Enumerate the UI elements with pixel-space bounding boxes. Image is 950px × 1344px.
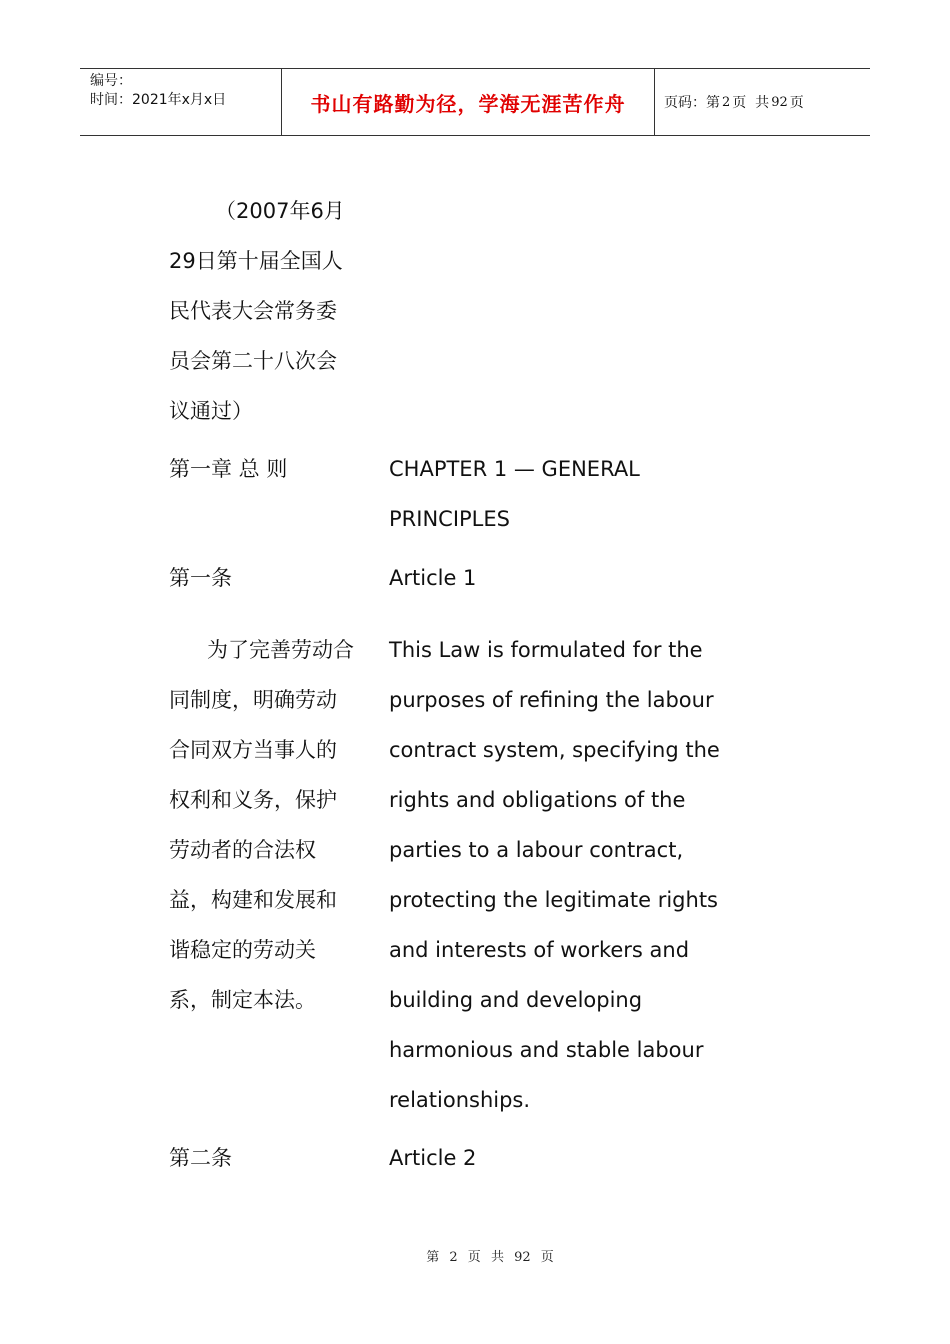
page-suffix: 页 bbox=[789, 95, 804, 111]
article1-en-line: contract system, specifying the bbox=[389, 738, 720, 762]
article1-en-line: harmonious and stable labour bbox=[389, 1038, 704, 1062]
article2-heading-zh: 第二条 bbox=[169, 1146, 232, 1170]
time-label: 时间：2021年x月x日 bbox=[90, 92, 227, 108]
article1-en-line: and interests of workers and bbox=[389, 938, 690, 962]
page-header bbox=[80, 68, 870, 136]
adoption-line: （2007年6月 bbox=[215, 199, 345, 223]
article1-zh-line: 谐稳定的劳动关 bbox=[169, 938, 316, 962]
article1-en-line: This Law is formulated for the bbox=[389, 638, 703, 662]
article1-zh-line: 同制度，明确劳动 bbox=[169, 688, 337, 712]
page-current: 2 bbox=[722, 94, 731, 110]
article1-text-en bbox=[389, 625, 759, 1125]
article1-zh-line: 合同双方当事人的 bbox=[169, 738, 337, 762]
article1-zh-line: 劳动者的合法权 bbox=[169, 838, 316, 862]
adoption-line: 员会第二十八次会 bbox=[169, 349, 337, 373]
article1-en-line: parties to a labour contract, bbox=[389, 838, 684, 862]
footer-mid: 页 bbox=[467, 1250, 481, 1265]
chapter-heading-en-line: CHAPTER 1 — GENERAL bbox=[389, 457, 640, 481]
footer-total-label: 共 bbox=[490, 1250, 504, 1265]
article1-en-line: building and developing bbox=[389, 988, 643, 1012]
footer-last: 页 bbox=[540, 1250, 554, 1265]
article1-heading-en: Article 1 bbox=[389, 566, 477, 590]
page-footer bbox=[0, 1246, 950, 1265]
page-total: 92 bbox=[771, 94, 788, 110]
adoption-line: 民代表大会常务委 bbox=[169, 299, 337, 323]
adoption-note bbox=[169, 186, 369, 436]
article1-en-line: protecting the legitimate rights bbox=[389, 888, 718, 912]
article1-zh-line: 权利和义务，保护 bbox=[169, 788, 337, 812]
article1-zh-line: 益，构建和发展和 bbox=[169, 888, 337, 912]
article1-zh-line: 系，制定本法。 bbox=[169, 988, 316, 1012]
header-meta bbox=[80, 69, 282, 135]
chapter-heading-en-line: PRINCIPLES bbox=[389, 507, 510, 531]
article2-heading-en: Article 2 bbox=[389, 1146, 477, 1170]
serial-label: 编号： bbox=[90, 73, 132, 89]
adoption-line: 29日第十届全国人 bbox=[169, 249, 343, 273]
page-mid: 页 共 bbox=[732, 95, 770, 111]
chapter-heading-en bbox=[389, 444, 759, 544]
header-motto: 书山有路勤为径，学海无涯苦作舟 bbox=[282, 69, 655, 135]
footer-total: 92 bbox=[514, 1250, 531, 1265]
adoption-line: 议通过） bbox=[169, 399, 253, 423]
footer-current: 2 bbox=[449, 1250, 458, 1265]
footer-first: 第 bbox=[426, 1250, 440, 1265]
article1-en-line: relationships. bbox=[389, 1088, 531, 1112]
article1-en-line: purposes of refining the labour bbox=[389, 688, 714, 712]
article1-zh-line: 为了完善劳动合 bbox=[207, 638, 354, 662]
article1-heading-zh: 第一条 bbox=[169, 566, 232, 590]
header-page-number bbox=[655, 69, 870, 135]
article1-en-line: rights and obligations of the bbox=[389, 788, 686, 812]
chapter-heading-zh: 第一章 总 则 bbox=[169, 457, 288, 481]
article1-text-zh bbox=[169, 625, 369, 1025]
page-prefix: 页码：第 bbox=[664, 95, 720, 111]
